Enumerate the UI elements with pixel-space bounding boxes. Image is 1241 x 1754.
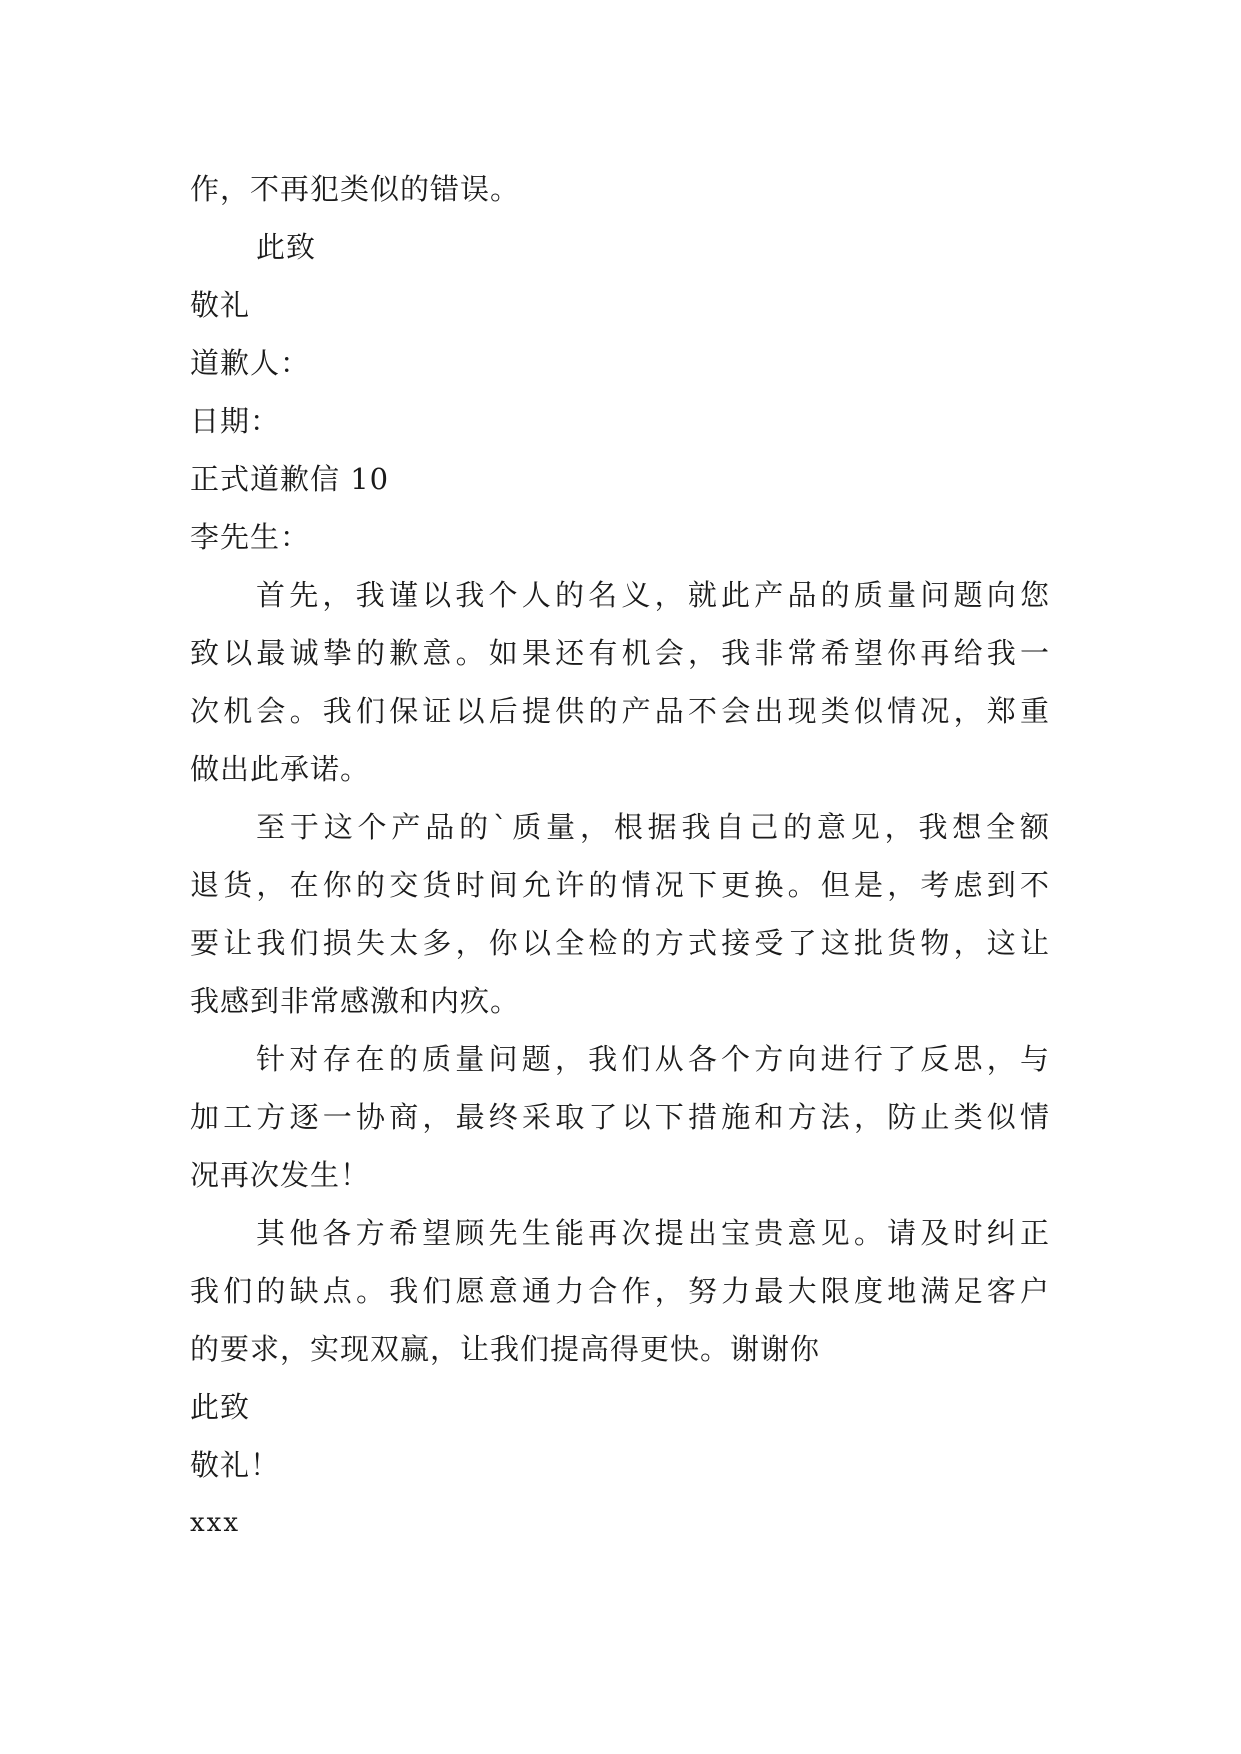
- text-line: 我们的缺点。我们愿意通力合作，努力最大限度地满足客户: [190, 1274, 1050, 1308]
- text-line: 敬礼: [190, 288, 251, 322]
- text-line: 我感到非常感激和内疚。: [190, 984, 521, 1018]
- text-line: 首先，我谨以我个人的名义，就此产品的质量问题向您: [256, 578, 1050, 612]
- letter-body: [190, 160, 1050, 1552]
- text-line: 其他各方希望顾先生能再次提出宝贵意见。请及时纠正: [256, 1216, 1050, 1250]
- text-line: 针对存在的质量问题，我们从各个方向进行了反思，与: [256, 1042, 1050, 1076]
- text-line: 况再次发生！: [190, 1158, 371, 1192]
- text-line: 道歉人：: [190, 346, 311, 380]
- text-line: 李先生：: [190, 520, 311, 554]
- text-line: 致以最诚挚的歉意。如果还有机会，我非常希望你再给我一: [190, 636, 1050, 670]
- text-line: 要让我们损失太多，你以全检的方式接受了这批货物，这让: [190, 926, 1050, 960]
- text-line: 日期：: [190, 404, 281, 438]
- text-line: 的要求，实现双赢，让我们提高得更快。谢谢你: [190, 1332, 821, 1366]
- text-line: 敬礼！: [190, 1448, 281, 1482]
- text-line: 此致: [190, 1390, 251, 1424]
- text-line: 正式道歉信 10: [190, 462, 390, 496]
- text-line: 次机会。我们保证以后提供的产品不会出现类似情况，郑重: [190, 694, 1050, 728]
- text-line: 作，不再犯类似的错误。: [190, 172, 521, 206]
- text-line: 退货，在你的交货时间允许的情况下更换。但是，考虑到不: [190, 868, 1050, 902]
- text-line: 至于这个产品的`质量，根据我自己的意见，我想全额: [256, 810, 1050, 844]
- text-line: 加工方逐一协商，最终采取了以下措施和方法，防止类似情: [190, 1100, 1050, 1134]
- signature: xxx: [190, 1508, 240, 1538]
- text-line: 此致: [256, 230, 317, 264]
- text-line: 做出此承诺。: [190, 752, 371, 786]
